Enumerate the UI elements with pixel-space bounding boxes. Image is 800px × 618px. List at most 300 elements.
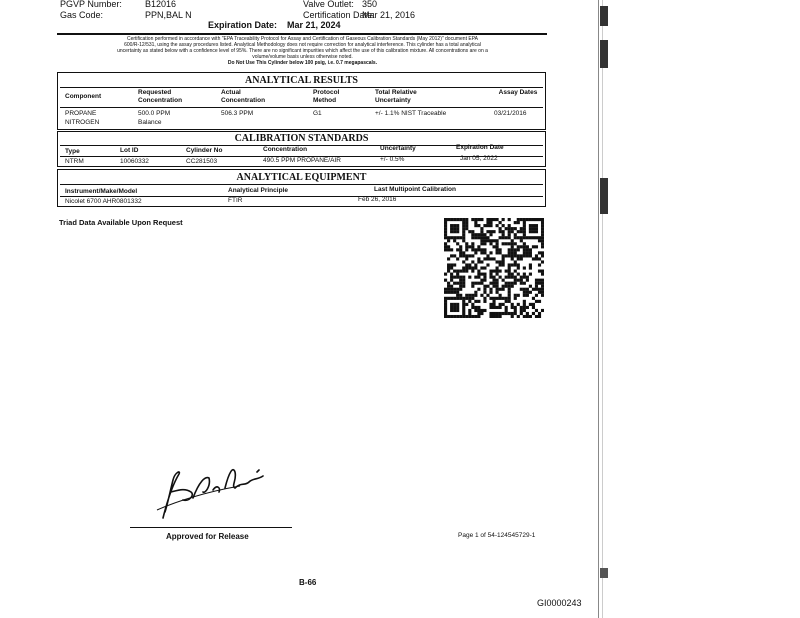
expiration-date-label: Expiration Date:: [208, 20, 278, 30]
qr-module: [532, 227, 535, 230]
qr-module: [499, 288, 502, 291]
qr-module: [523, 288, 526, 291]
qr-module: [514, 309, 517, 312]
qr-module: [483, 242, 486, 245]
qr-module: [471, 242, 474, 245]
qr-module: [532, 224, 535, 227]
equipment-header-rule: [60, 196, 543, 197]
qr-module: [496, 297, 499, 300]
calibration-standards-title: CALIBRATION STANDARDS: [234, 133, 369, 144]
qr-module: [523, 224, 526, 227]
qr-module: [444, 221, 447, 224]
qr-module: [456, 288, 459, 291]
qr-module: [489, 239, 492, 242]
qr-module: [538, 263, 541, 266]
qr-module: [450, 291, 453, 294]
qr-module: [459, 276, 462, 279]
qr-module: [444, 233, 447, 236]
gas-code-value: PPN,BAL N: [145, 10, 192, 20]
qr-module: [462, 218, 465, 221]
triad-data-note: Triad Data Available Upon Request: [59, 218, 183, 227]
qr-module: [541, 221, 544, 224]
qr-module: [532, 245, 535, 248]
qr-module: [492, 297, 495, 300]
qr-module: [499, 221, 502, 224]
qr-module: [465, 227, 468, 230]
qr-module: [450, 263, 453, 266]
qr-module: [499, 312, 502, 315]
qr-module: [465, 294, 468, 297]
qr-module: [468, 245, 471, 248]
qr-module: [456, 303, 459, 306]
qr-module: [526, 218, 529, 221]
qr-module: [526, 248, 529, 251]
qr-module: [541, 288, 544, 291]
qr-module: [483, 251, 486, 254]
qr-module: [462, 315, 465, 318]
qr-module: [541, 309, 544, 312]
qr-module: [447, 288, 450, 291]
qr-module: [505, 254, 508, 257]
qr-module: [480, 282, 483, 285]
qr-module: [462, 309, 465, 312]
qr-module: [535, 257, 538, 260]
qr-module: [483, 257, 486, 260]
qr-module: [535, 300, 538, 303]
qr-module: [483, 233, 486, 236]
qr-module: [499, 303, 502, 306]
qr-module: [477, 276, 480, 279]
qr-module: [514, 236, 517, 239]
qr-module: [489, 233, 492, 236]
qr-module: [486, 230, 489, 233]
qr-module: [462, 300, 465, 303]
qr-module: [468, 254, 471, 257]
qr-module: [462, 276, 465, 279]
table-cell: G1: [313, 110, 322, 117]
qr-module: [444, 315, 447, 318]
qr-module: [447, 266, 450, 269]
qr-module: [496, 266, 499, 269]
qr-module: [523, 242, 526, 245]
qr-module: [526, 276, 529, 279]
qr-module: [529, 236, 532, 239]
qr-module: [480, 248, 483, 251]
qr-module: [532, 257, 535, 260]
qr-module: [514, 294, 517, 297]
qr-module: [486, 224, 489, 227]
qr-module: [511, 276, 514, 279]
qr-module: [514, 242, 517, 245]
qr-module: [453, 288, 456, 291]
qr-module: [471, 266, 474, 269]
qr-module: [465, 221, 468, 224]
valve-outlet-label: Valve Outlet:: [303, 0, 354, 9]
qr-module: [511, 245, 514, 248]
qr-module: [511, 263, 514, 266]
qr-module: [468, 266, 471, 269]
table-cell: Balance: [138, 119, 162, 126]
qr-module: [508, 218, 511, 221]
qr-module: [517, 236, 520, 239]
qr-module: [541, 285, 544, 288]
qr-module: [447, 248, 450, 251]
qr-module: [511, 303, 514, 306]
qr-module: [529, 263, 532, 266]
qr-module: [450, 254, 453, 257]
qr-module: [450, 218, 453, 221]
qr-module: [505, 236, 508, 239]
qr-module: [474, 248, 477, 251]
qr-module: [462, 266, 465, 269]
qr-module: [523, 276, 526, 279]
qr-module: [511, 282, 514, 285]
qr-module: [447, 297, 450, 300]
qr-module: [517, 273, 520, 276]
qr-module: [526, 279, 529, 282]
qr-module: [541, 230, 544, 233]
qr-module: [538, 270, 541, 273]
qr-module: [456, 276, 459, 279]
qr-module: [514, 254, 517, 257]
qr-module: [456, 236, 459, 239]
table-cell: Jan 05, 2022: [460, 155, 498, 162]
qr-module: [529, 227, 532, 230]
qr-module: [502, 242, 505, 245]
qr-module: [489, 273, 492, 276]
qr-module: [511, 257, 514, 260]
qr-module: [502, 233, 505, 236]
qr-module: [508, 236, 511, 239]
qr-module: [532, 218, 535, 221]
qr-module: [474, 315, 477, 318]
qr-module: [499, 260, 502, 263]
qr-module: [447, 236, 450, 239]
qr-module: [492, 303, 495, 306]
qr-module: [483, 279, 486, 282]
qr-module: [471, 260, 474, 263]
qr-module: [474, 251, 477, 254]
qr-module: [456, 291, 459, 294]
cert-line-2: 600/R-12/531, using the assay procedures listed. Analytical Methodology does not require correction for analytical interference. This cylinder has a total analytical: [124, 42, 481, 48]
table-cell: +/- 1.1% NIST Traceable: [375, 110, 447, 117]
qr-module: [517, 257, 520, 260]
qr-module: [477, 312, 480, 315]
page-code-label: B-66: [299, 578, 317, 587]
qr-module: [486, 254, 489, 257]
qr-module: [465, 257, 468, 260]
qr-module: [471, 218, 474, 221]
qr-module: [447, 270, 450, 273]
qr-module: [456, 315, 459, 318]
qr-module: [541, 239, 544, 242]
qr-module: [499, 227, 502, 230]
analytical-equipment-table: [57, 169, 546, 207]
qr-module: [523, 233, 526, 236]
qr-module: [541, 273, 544, 276]
qr-module: [483, 248, 486, 251]
qr-module: [480, 218, 483, 221]
qr-module: [468, 230, 471, 233]
qr-module: [538, 257, 541, 260]
qr-module: [541, 282, 544, 285]
qr-module: [462, 306, 465, 309]
qr-module: [480, 312, 483, 315]
qr-module: [523, 300, 526, 303]
qr-module: [462, 236, 465, 239]
qr-module: [511, 227, 514, 230]
qr-module: [541, 227, 544, 230]
qr-module: [517, 315, 520, 318]
qr-module: [459, 218, 462, 221]
qr-module: [529, 230, 532, 233]
qr-module: [541, 245, 544, 248]
qr-module: [492, 276, 495, 279]
qr-module: [459, 248, 462, 251]
qr-module: [483, 285, 486, 288]
qr-module: [529, 273, 532, 276]
qr-module: [492, 279, 495, 282]
qr-module: [499, 294, 502, 297]
qr-module: [489, 303, 492, 306]
qr-module: [489, 242, 492, 245]
qr-module: [496, 242, 499, 245]
qr-module: [489, 257, 492, 260]
qr-module: [492, 257, 495, 260]
qr-module: [447, 257, 450, 260]
qr-module: [535, 288, 538, 291]
qr-module: [474, 263, 477, 266]
qr-module: [514, 306, 517, 309]
table-cell: FTIR: [228, 197, 243, 204]
qr-module: [447, 291, 450, 294]
approved-for-release-label: Approved for Release: [166, 532, 249, 541]
qr-module: [480, 309, 483, 312]
qr-module: [480, 230, 483, 233]
qr-module: [453, 282, 456, 285]
qr-module: [505, 285, 508, 288]
expiration-date-value: Mar 21, 2024: [287, 20, 341, 30]
qr-module: [496, 288, 499, 291]
qr-module: [502, 257, 505, 260]
qr-module: [505, 309, 508, 312]
qr-module: [450, 315, 453, 318]
qr-module: [477, 245, 480, 248]
qr-module: [538, 315, 541, 318]
qr-module: [508, 230, 511, 233]
qr-module: [444, 300, 447, 303]
document-id-label: GI0000243: [537, 598, 582, 608]
qr-module: [444, 224, 447, 227]
qr-module: [520, 312, 523, 315]
qr-module: [499, 306, 502, 309]
qr-module: [502, 297, 505, 300]
qr-module: [456, 242, 459, 245]
qr-module: [532, 230, 535, 233]
qr-module: [489, 282, 492, 285]
qr-module: [541, 236, 544, 239]
qr-module: [459, 251, 462, 254]
qr-module: [505, 227, 508, 230]
qr-module: [526, 315, 529, 318]
qr-module: [514, 227, 517, 230]
qr-module: [477, 218, 480, 221]
qr-module: [453, 224, 456, 227]
qr-module: [508, 248, 511, 251]
qr-module: [489, 306, 492, 309]
qr-module: [502, 254, 505, 257]
qr-module: [496, 218, 499, 221]
qr-module: [486, 221, 489, 224]
page-number-label: Page 1 of 54-124545729-1: [458, 532, 536, 539]
pgvp-number-value: B12016: [145, 0, 177, 9]
qr-module: [514, 297, 517, 300]
qr-module: [453, 236, 456, 239]
qr-module: [459, 254, 462, 257]
qr-module: [465, 224, 468, 227]
qr-code-icon: [444, 218, 544, 318]
qr-module: [471, 245, 474, 248]
qr-module: [508, 276, 511, 279]
col-header-lot-id: Lot ID: [120, 147, 139, 154]
qr-module: [505, 282, 508, 285]
qr-module: [480, 273, 483, 276]
qr-module: [477, 270, 480, 273]
qr-module: [492, 239, 495, 242]
scan-edge-line: [598, 0, 599, 618]
qr-module: [499, 297, 502, 300]
qr-module: [444, 297, 447, 300]
qr-module: [511, 239, 514, 242]
qr-module: [465, 248, 468, 251]
qr-module: [523, 309, 526, 312]
qr-module: [465, 266, 468, 269]
qr-module: [453, 227, 456, 230]
qr-module: [447, 263, 450, 266]
qr-module: [541, 270, 544, 273]
qr-module: [492, 315, 495, 318]
qr-module: [444, 312, 447, 315]
qr-module: [486, 294, 489, 297]
gas-code-label: Gas Code:: [60, 10, 104, 20]
qr-module: [450, 236, 453, 239]
cert-line-5: Do Not Use This Cylinder below 100 psig, i.e. 0.7 megapascals.: [227, 60, 378, 66]
qr-module: [523, 248, 526, 251]
qr-module: [486, 263, 489, 266]
qr-module: [535, 230, 538, 233]
qr-module: [511, 306, 514, 309]
qr-module: [508, 254, 511, 257]
qr-module: [450, 297, 453, 300]
qr-module: [517, 221, 520, 224]
qr-module: [523, 273, 526, 276]
calibration-standards-table: [57, 131, 546, 167]
signature-icon: [145, 462, 275, 524]
qr-module: [471, 297, 474, 300]
qr-module: [450, 285, 453, 288]
qr-module: [480, 251, 483, 254]
qr-module: [508, 251, 511, 254]
qr-module: [529, 285, 532, 288]
qr-module: [499, 251, 502, 254]
qr-module: [462, 260, 465, 263]
qr-module: [459, 245, 462, 248]
qr-module: [444, 245, 447, 248]
qr-module: [444, 303, 447, 306]
qr-module: [474, 224, 477, 227]
qr-module: [514, 248, 517, 251]
qr-module: [456, 224, 459, 227]
qr-module: [538, 218, 541, 221]
qr-module: [468, 315, 471, 318]
qr-module: [517, 266, 520, 269]
qr-module: [508, 227, 511, 230]
qr-module: [535, 282, 538, 285]
qr-module: [508, 266, 511, 269]
qr-module: [483, 239, 486, 242]
qr-module: [523, 294, 526, 297]
qr-module: [492, 218, 495, 221]
qr-module: [471, 248, 474, 251]
qr-module: [535, 224, 538, 227]
signature-line: [130, 527, 292, 528]
qr-module: [447, 282, 450, 285]
qr-module: [520, 236, 523, 239]
qr-module: [492, 306, 495, 309]
qr-module: [502, 236, 505, 239]
qr-module: [496, 282, 499, 285]
qr-module: [477, 309, 480, 312]
col-header-type: Type: [65, 148, 80, 155]
qr-module: [462, 297, 465, 300]
qr-module: [477, 315, 480, 318]
qr-module: [532, 306, 535, 309]
qr-module: [489, 288, 492, 291]
qr-module: [508, 282, 511, 285]
qr-module: [444, 218, 447, 221]
qr-module: [462, 303, 465, 306]
qr-module: [538, 236, 541, 239]
qr-module: [502, 285, 505, 288]
qr-module: [517, 263, 520, 266]
qr-module: [450, 248, 453, 251]
qr-module: [459, 315, 462, 318]
qr-module: [523, 251, 526, 254]
qr-module: [489, 291, 492, 294]
qr-module: [444, 273, 447, 276]
qr-module: [462, 227, 465, 230]
qr-module: [529, 254, 532, 257]
qr-module: [532, 303, 535, 306]
qr-module: [456, 294, 459, 297]
qr-module: [520, 276, 523, 279]
qr-module: [496, 273, 499, 276]
qr-module: [505, 306, 508, 309]
qr-module: [517, 254, 520, 257]
qr-module: [505, 300, 508, 303]
qr-module: [471, 236, 474, 239]
table-cell: CC281503: [186, 158, 218, 165]
qr-module: [453, 291, 456, 294]
qr-module: [474, 300, 477, 303]
qr-module: [459, 236, 462, 239]
qr-module: [462, 270, 465, 273]
qr-module: [453, 315, 456, 318]
qr-module: [520, 309, 523, 312]
qr-module: [474, 233, 477, 236]
valve-outlet-value: 350: [362, 0, 378, 9]
qr-module: [480, 227, 483, 230]
